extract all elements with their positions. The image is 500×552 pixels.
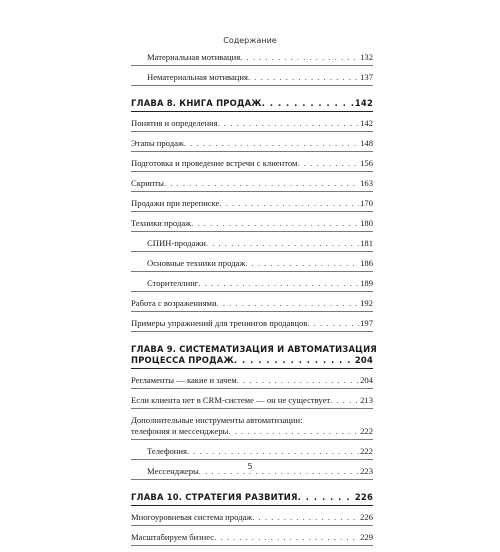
toc-entry[interactable] [131, 258, 373, 272]
toc-chapter[interactable] [131, 344, 377, 369]
leader-dots [164, 178, 359, 189]
toc-entry-title-line1: Дополнительные инструменты автоматизации: [131, 415, 303, 425]
leader-dots [228, 426, 359, 437]
toc-entry-title: Материальная мотивация [147, 52, 241, 62]
toc-entry-title: Масштабируем бизнес [131, 532, 215, 542]
leader-dots [307, 318, 359, 329]
toc-entry-title: Продажи при переписке [131, 198, 220, 208]
toc-entry-page: 213 [360, 395, 373, 405]
toc-entry[interactable] [131, 238, 373, 252]
leader-dots [248, 72, 359, 83]
toc-entry[interactable] [131, 118, 373, 132]
toc-entry-page: 181 [360, 238, 373, 248]
toc-entry-title: Телефония [147, 446, 187, 456]
toc-entry-page: 223 [360, 466, 373, 476]
toc-entry-page: 170 [360, 198, 373, 208]
toc-entry-page: 186 [360, 258, 373, 268]
leader-dots [214, 532, 359, 543]
leader-dots [297, 158, 359, 169]
leader-dots [298, 492, 354, 503]
table-of-contents [131, 52, 377, 552]
toc-entry-title: Примеры упражнений для тренингов продавцов [131, 318, 308, 328]
toc-chapter-title: ГЛАВА 10. СТРАТЕГИЯ РАЗВИТИЯ [131, 492, 298, 502]
toc-entry-page: 180 [360, 218, 373, 228]
toc-entry-title: СПИН-продажи [147, 238, 206, 248]
toc-entry-title: Регламенты — какие и зачем [131, 375, 237, 385]
toc-entry[interactable] [131, 72, 373, 86]
toc-entry[interactable] [131, 218, 373, 232]
toc-entry-title: Многоуровневая система продаж [131, 512, 253, 522]
toc-entry-title: Понятия и определения [131, 118, 218, 128]
leader-dots [219, 198, 359, 209]
toc-entry-title-line2: телефония и мессенджеры [131, 426, 229, 436]
toc-entry-title: Работа с возражениями [131, 298, 217, 308]
leader-dots [330, 395, 359, 406]
toc-entry[interactable] [131, 375, 373, 389]
toc-chapter-page: 226 [354, 492, 373, 502]
leader-dots [234, 355, 354, 366]
leader-dots [184, 138, 359, 149]
toc-entry-title: Подготовка и проведение встречи с клиентом [131, 158, 298, 168]
toc-entry-page: 156 [360, 158, 373, 168]
toc-chapter[interactable] [131, 98, 373, 112]
toc-entry-page: 222 [360, 426, 373, 436]
toc-entry-page: 189 [360, 278, 373, 288]
toc-entry-title: Скрипты [131, 178, 164, 188]
toc-chapter-title: ГЛАВА 8. КНИГА ПРОДАЖ [131, 98, 262, 108]
toc-entry-page: 226 [360, 512, 373, 522]
toc-entry-title: Если клиента нет в CRM-системе — он не существует [131, 395, 331, 405]
page-number: 5 [247, 462, 253, 471]
toc-chapter-page: 142 [354, 98, 373, 108]
leader-dots [262, 98, 354, 109]
toc-entry[interactable] [131, 532, 373, 546]
toc-entry-title: Техники продаж [131, 218, 192, 228]
toc-entry[interactable] [131, 278, 373, 292]
toc-entry-page: 222 [360, 446, 373, 456]
leader-dots [198, 278, 359, 289]
leader-dots [191, 218, 359, 229]
toc-entry[interactable] [131, 395, 373, 409]
toc-entry-title: Сторителлинг [147, 278, 199, 288]
toc-entry[interactable] [131, 298, 373, 312]
toc-chapter-title-line2: ПРОЦЕССА ПРОДАЖ [131, 355, 234, 365]
toc-entry[interactable] [131, 178, 373, 192]
toc-entry-page: 229 [360, 532, 373, 542]
toc-chapter-page: 204 [354, 355, 373, 365]
toc-entry[interactable] [131, 158, 373, 172]
toc-entry[interactable] [131, 446, 373, 460]
toc-entry-page: 204 [360, 375, 373, 385]
leader-dots [245, 258, 359, 269]
leader-dots [206, 238, 359, 249]
leader-dots [252, 512, 359, 523]
leader-dots [237, 375, 359, 386]
toc-entry[interactable] [131, 138, 373, 152]
toc-entry[interactable] [131, 415, 373, 440]
toc-entry-title: Этапы продаж [131, 138, 184, 148]
toc-entry-title: Нематериальная мотивация [147, 72, 248, 82]
toc-entry-page: 163 [360, 178, 373, 188]
leader-dots [218, 118, 360, 129]
running-head: Содержание [223, 36, 277, 45]
toc-entry-page: 137 [360, 72, 373, 82]
toc-entry-page: 142 [360, 118, 373, 128]
toc-chapter[interactable] [131, 492, 373, 506]
leader-dots [187, 446, 359, 457]
toc-entry[interactable] [131, 52, 373, 66]
toc-entry-title: Мессенджеры [147, 466, 199, 476]
toc-entry[interactable] [131, 512, 373, 526]
toc-entry-page: 197 [360, 318, 373, 328]
toc-chapter-title-line1: ГЛАВА 9. СИСТЕМАТИЗАЦИЯ И АВТОМАТИЗАЦИЯ [131, 344, 377, 354]
leader-dots [240, 52, 359, 63]
toc-entry-page: 148 [360, 138, 373, 148]
toc-entry[interactable] [131, 198, 373, 212]
toc-entry-page: 132 [360, 52, 373, 62]
leader-dots [217, 298, 360, 309]
toc-entry[interactable] [131, 318, 373, 332]
toc-entry-page: 192 [360, 298, 373, 308]
toc-entry-title: Основные техники продаж [147, 258, 246, 268]
